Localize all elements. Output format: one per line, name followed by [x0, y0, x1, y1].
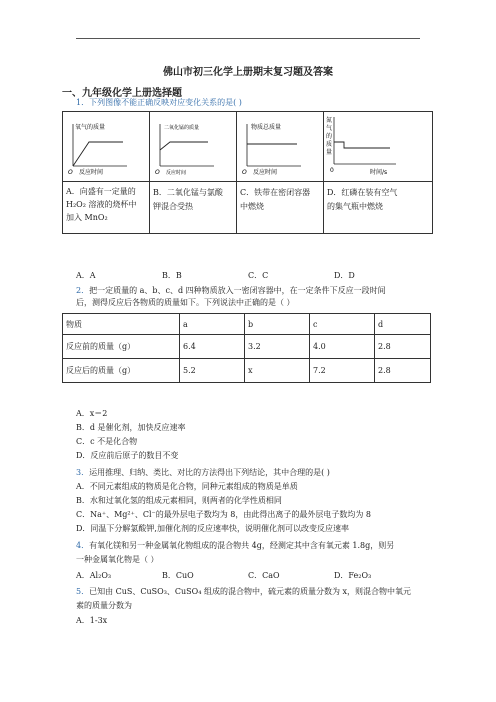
graph-d-ylabel-1: 气: [326, 125, 333, 132]
table-cell: 2.8: [375, 359, 431, 383]
q5-stem-line1: [76, 586, 411, 597]
table-cell: x: [245, 359, 310, 383]
graph-d-ylabel-4: 量: [326, 149, 333, 156]
q2-number: 2．: [76, 286, 90, 295]
table-header-cell: a: [180, 314, 245, 335]
graph-a-origin: O: [68, 169, 73, 176]
table-header-cell: d: [375, 314, 431, 335]
q1-cell-d-line: 的集气瓶中燃烧: [327, 202, 383, 211]
q4-option-c[interactable]: C．CaO: [248, 571, 280, 580]
q1-graph-d-cell: [324, 112, 433, 182]
q1-graph-a-cell: [63, 112, 150, 182]
header-rule: [76, 38, 420, 39]
q5-stem-line2: 素的质量分数为: [76, 601, 132, 610]
q3-choice-c[interactable]: C．Na⁺、Mg²⁺、Cl⁻的最外层电子数均为 8，由此得出离子的最外层电子数均为 8: [76, 510, 372, 519]
graph-b-xlabel: 反应时间: [166, 170, 187, 176]
table-row: [63, 314, 431, 335]
q1-cell-c-line: C．铁带在密闭容器: [240, 188, 311, 197]
q5-number: 5．: [76, 587, 90, 596]
q4-stem-line2: 一种金属氧化物是（ ）: [76, 555, 159, 564]
q1-cell-c-line: 中燃烧: [240, 202, 264, 211]
q1-cell-a-line: A．向盛有一定量的: [66, 187, 136, 196]
q1-cell-a: [63, 182, 150, 234]
table-row: [63, 335, 431, 359]
graph-c-ylabel: 物质总质量: [251, 124, 282, 131]
table-header-cell: b: [245, 314, 310, 335]
q1-number: 1．: [76, 98, 90, 107]
graph-d-curve: [334, 142, 390, 148]
q1-graph-table: [62, 111, 433, 234]
q4-stem-line1: [76, 540, 394, 551]
q1-cell-d: [324, 182, 433, 234]
table-cell: 反应前的质量（g）: [63, 335, 180, 359]
q1-option-d[interactable]: D．D: [334, 271, 355, 280]
q1-graph-c: [237, 112, 323, 179]
graph-b-origin: O: [155, 169, 160, 176]
q4-stem-text: 有氧化镁和另一种金属氧化物组成的混合物共 4g，经测定其中含有氧元素 1.8g，则另: [89, 541, 395, 550]
q5-choice-a[interactable]: A．1-3x: [76, 616, 108, 625]
q1-cell-a-line: 加入 MnO₂: [66, 213, 108, 222]
q2-choice-a[interactable]: A．x＝2: [76, 409, 108, 418]
q1-option-c[interactable]: C．C: [248, 271, 269, 280]
graph-c-xlabel: 反应时间: [253, 169, 278, 176]
q1-option-a[interactable]: A．A: [76, 271, 96, 280]
graph-d-ylabel-0: 氮: [326, 117, 333, 124]
q2-choice-c[interactable]: C．c 不是化合物: [76, 437, 138, 446]
q1-stem: [76, 97, 242, 108]
table-row: [63, 359, 431, 383]
q4-option-d[interactable]: D．Fe₂O₃: [334, 571, 372, 580]
q3-choice-b[interactable]: B．水和过氧化氢的组成元素相同，则两者的化学性质相同: [76, 496, 282, 505]
q1-graph-c-cell: [237, 112, 324, 182]
q1-graph-b: [150, 112, 236, 179]
graph-b-curve: [160, 142, 208, 150]
q1-option-b[interactable]: B．B: [162, 271, 182, 280]
q1-cell-a-line: H₂O₂ 溶液的烧杯中: [66, 200, 137, 209]
q1-cell-c: [237, 182, 324, 234]
table-cell: 7.2: [310, 359, 375, 383]
graph-d-origin: 0: [330, 167, 334, 174]
table-cell: 反应后的质量（g）: [63, 359, 180, 383]
q3-stem-text: 运用推理、归纳、类比、对比的方法得出下列结论，其中合理的是( ): [89, 468, 330, 477]
graph-d-ylabel-2: 的: [326, 133, 333, 140]
q1-options: [76, 270, 355, 281]
graph-c-origin: O: [242, 169, 247, 176]
q2-stem-line2: 后，测得反应后各物质的质量如下。下列说法中正确的是（ ）: [76, 298, 295, 307]
section-heading: 一、九年级化学上册选择题: [62, 88, 182, 99]
table-cell: 4.0: [310, 335, 375, 359]
q1-cell-b-line: 钾混合受热: [153, 202, 193, 211]
q2-mass-table: [62, 313, 431, 383]
q1-cell-b: [150, 182, 237, 234]
q3-choice-d[interactable]: D．同温下分解氯酸钾,加催化剂的反应速率快，说明催化剂可以改变反应速率: [76, 524, 349, 533]
table-cell: 6.4: [180, 335, 245, 359]
table-cell: 5.2: [180, 359, 245, 383]
q3-number: 3．: [76, 468, 90, 477]
table-cell: 3.2: [245, 335, 310, 359]
graph-a-curve: [73, 142, 123, 166]
q1-cell-d-line: D．红磷在装有空气: [327, 188, 398, 197]
q2-choice-b[interactable]: B．d 是催化剂，加快反应速率: [76, 423, 186, 432]
table-header-cell: 物质: [63, 314, 180, 335]
q3-choice-a[interactable]: A．不同元素组成的物质是化合物，同种元素组成的物质是单质: [76, 482, 298, 491]
q1-graph-d: [324, 112, 432, 179]
graph-a-xlabel: 反应时间: [79, 169, 104, 176]
table-cell: 2.8: [375, 335, 431, 359]
q2-choice-d[interactable]: D．反应前后原子的数目不变: [76, 451, 179, 460]
q5-stem-text: 已知由 CuS、CuSO₃、CuSO₄ 组成的混合物中，硫元素的质量分数为 x，则混合物中氧元: [89, 587, 412, 596]
q1-graph-a: [63, 112, 149, 179]
q2-stem-text: 把一定质量的 a、b、c、d 四种物质放入一密闭容器中，在一定条件下反应一段时间: [89, 286, 386, 295]
q4-option-a[interactable]: A．Al₂O₃: [76, 571, 112, 580]
graph-d-ylabel-3: 质: [326, 141, 333, 148]
graph-a-ylabel: 氧气的质量: [75, 124, 106, 131]
q4-options: [76, 570, 371, 581]
q1-cell-b-line: B．二氧化锰与氯酸: [153, 188, 223, 197]
q3-stem: [76, 467, 330, 478]
q4-number: 4．: [76, 541, 90, 550]
q4-option-b[interactable]: B．CuO: [162, 571, 194, 580]
q1-stem-text: 下列图像不能正确反映对应变化关系的是( ): [89, 98, 242, 107]
graph-d-xlabel: 时间/s: [370, 169, 388, 176]
table-header-cell: c: [310, 314, 375, 335]
graph-b-ylabel: 二氧化锰的质量: [164, 125, 200, 131]
q1-graph-b-cell: [150, 112, 237, 182]
q2-stem-line1: [76, 285, 386, 296]
page-title: 佛山市初三化学上册期末复习题及答案: [163, 67, 333, 78]
